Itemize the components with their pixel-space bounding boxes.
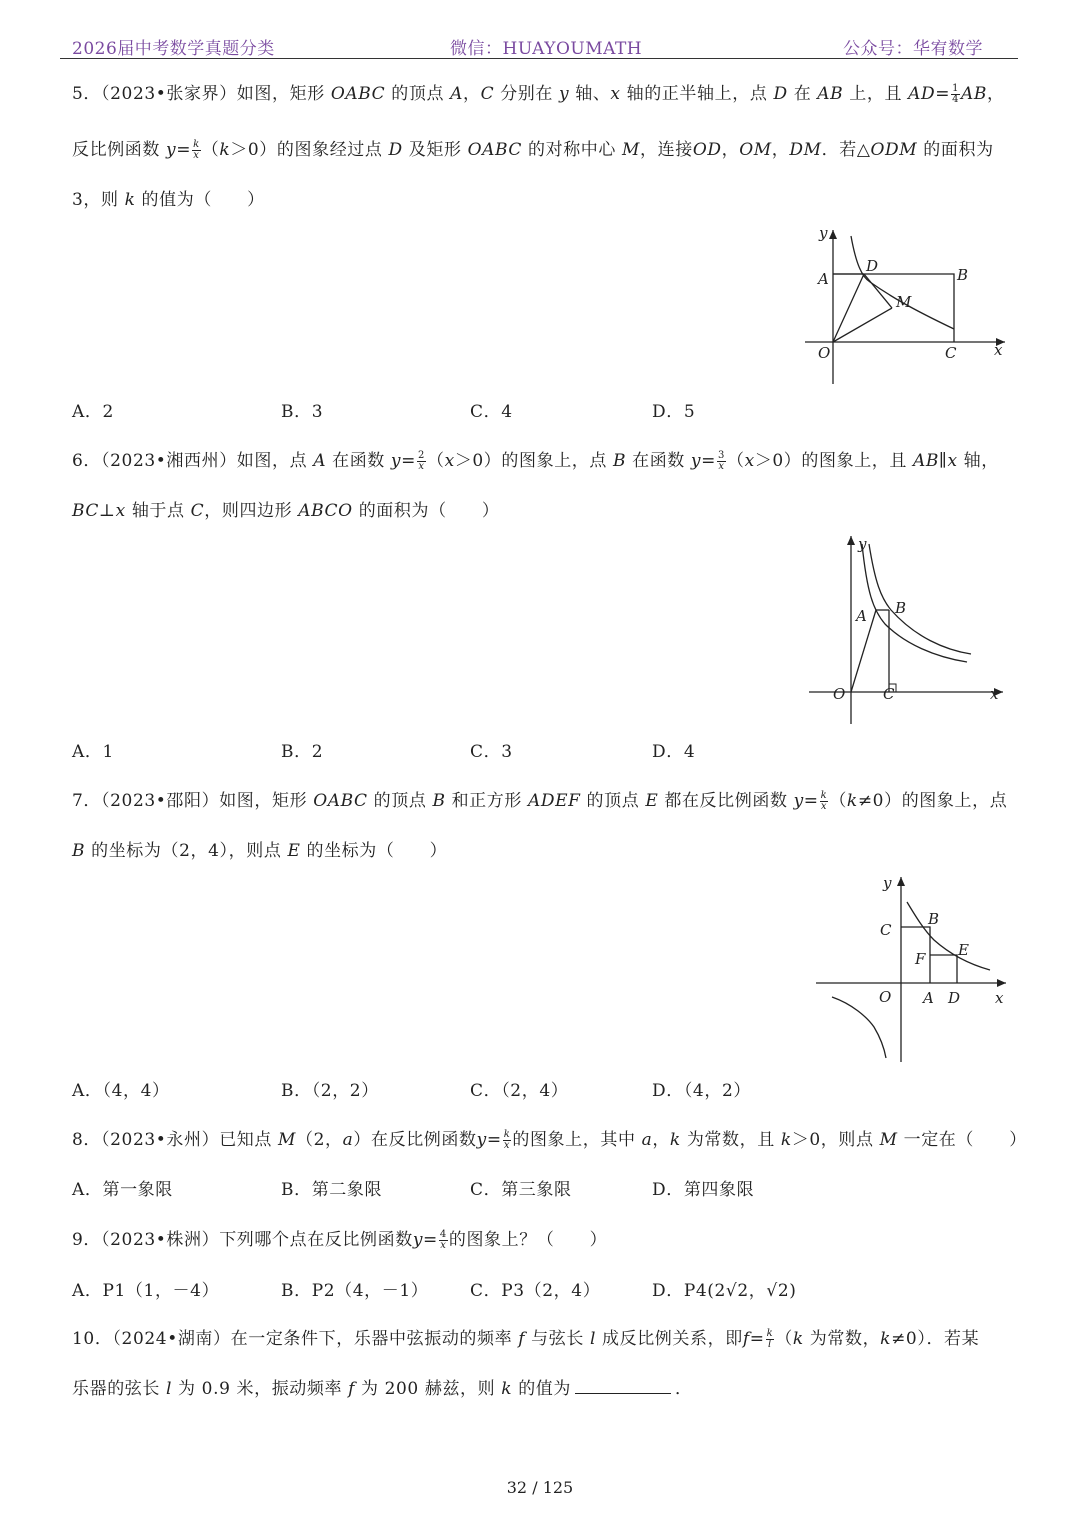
q5-option-b[interactable]: B．3 xyxy=(281,402,324,422)
q7-option-d[interactable]: D．（4，2） xyxy=(652,1081,751,1101)
q5-figure xyxy=(800,224,1015,389)
q6-line2: BC⊥x 轴于点 C，则四边形 ABCO 的面积为（ ） xyxy=(72,501,500,521)
fig5-label-a: A xyxy=(818,270,829,288)
fig5-label-y: y xyxy=(819,224,828,242)
q10-answer-blank[interactable] xyxy=(575,1377,671,1394)
q9-option-a[interactable]: A．P1（1，－4） xyxy=(72,1281,220,1301)
fig5-label-o: O xyxy=(818,344,831,362)
q7-figure xyxy=(812,872,1017,1067)
q6-line1: 6．（2023•湘西州）如图，点 A 在函数 y= $\frac{2}{x}$ （x＞0）的图象上，点 B 在函数 y= $\frac{3}{x}$ （x＞0）的图象上，且 AB∥x 轴， xyxy=(72,450,999,472)
q8-option-a[interactable]: A．第一象限 xyxy=(72,1180,173,1200)
fig5-label-x: x xyxy=(994,341,1003,359)
fig7-label-o: O xyxy=(879,988,892,1006)
fig7-label-d: D xyxy=(948,989,961,1007)
q6-option-d[interactable]: D．4 xyxy=(652,742,696,762)
q9-option-d[interactable]: D．P4(2√2，√2) xyxy=(652,1281,797,1301)
fig6-label-a: A xyxy=(856,607,867,625)
header-rule xyxy=(60,58,1018,59)
fig6-label-b: B xyxy=(895,599,907,617)
q5-option-a[interactable]: A．2 xyxy=(72,402,114,422)
fig7-label-y: y xyxy=(883,874,892,892)
q8-option-d[interactable]: D．第四象限 xyxy=(652,1180,755,1200)
fig7-label-e: E xyxy=(958,941,969,959)
fig7-label-x: x xyxy=(995,989,1004,1007)
q7-line1: 7．（2023•邵阳）如图，矩形 OABC 的顶点 B 和正方形 ADEF 的顶点 E 都在反比例函数 y= $\frac{k}{x}$ （k≠0）的图象上，点 xyxy=(72,790,1008,812)
q6-option-c[interactable]: C．3 xyxy=(470,742,513,762)
page-number: 32 / 125 xyxy=(506,1478,574,1497)
header-left: 2026届中考数学真题分类 xyxy=(72,39,275,59)
fig5-label-d: D xyxy=(866,257,879,275)
fig6-label-o: O xyxy=(833,685,846,703)
fig5-label-b: B xyxy=(957,266,969,284)
q8-line1: 8．（2023•永州）已知点 M（2，a）在反比例函数y= $\frac{k}{x}$ 的图象上，其中 a，k 为常数，且 k＞0，则点 M 一定在（ ） xyxy=(72,1129,1027,1151)
q7-line2: B 的坐标为（2，4），则点 E 的坐标为（ ） xyxy=(72,841,448,861)
fig7-label-b: B xyxy=(928,910,940,928)
fig7-label-f: F xyxy=(915,950,926,968)
q6-option-a[interactable]: A．1 xyxy=(72,742,114,762)
q8-option-c[interactable]: C．第三象限 xyxy=(470,1180,572,1200)
q5-option-c[interactable]: C．4 xyxy=(470,402,513,422)
fig5-label-m: M xyxy=(896,293,912,311)
fig5-label-c: C xyxy=(945,344,957,362)
fig7-label-a: A xyxy=(923,989,934,1007)
q6-option-b[interactable]: B．2 xyxy=(281,742,324,762)
header-right: 公众号：华宥数学 xyxy=(843,39,983,59)
q10-line1: 10．（2024•湖南）在一定条件下，乐器中弦振动的频率 f 与弦长 l 成反比例关系，即f= $\frac{k}{l}$ （k 为常数，k≠0）．若某 xyxy=(72,1328,980,1350)
fig6-label-c: C xyxy=(883,685,895,703)
fig6-label-y: y xyxy=(858,535,867,553)
q9-line1: 9．（2023•株洲）下列哪个点在反比例函数y= $\frac{4}{x}$ 的图象上？（ ） xyxy=(72,1229,608,1251)
q9-option-c[interactable]: C．P3（2，4） xyxy=(470,1281,601,1301)
q5-line3: 3，则 k 的值为（ ） xyxy=(72,190,265,210)
q6-figure xyxy=(805,532,1015,727)
q5-line2: 反比例函数 y= $\frac{k}{x}$ （k＞0）的图象经过点 D 及矩形 OABC 的对称中心 M，连接OD，OM，DM．若△ODM 的面积为 xyxy=(72,139,994,161)
q5-option-d[interactable]: D．5 xyxy=(652,402,696,422)
fig6-label-x: x xyxy=(990,685,999,703)
fig7-label-c: C xyxy=(880,921,892,939)
q9-option-b[interactable]: B．P2（4，－1） xyxy=(281,1281,429,1301)
q5-line1: 5．（2023•张家界）如图，矩形 OABC 的顶点 A，C 分别在 y 轴、x 轴的正半轴上，点 D 在 AB 上，且 AD= $\frac{1}{4}$ AB， xyxy=(72,83,1005,105)
q7-option-a[interactable]: A．（4，4） xyxy=(72,1081,170,1101)
header-center: 微信：HUAYOUMATH xyxy=(450,39,643,59)
q7-option-c[interactable]: C．（2，4） xyxy=(470,1081,569,1101)
q7-option-b[interactable]: B．（2，2） xyxy=(281,1081,379,1101)
q10-line2: 乐器的弦长 l 为 0.9 米，振动频率 f 为 200 赫兹，则 k 的值为 ． xyxy=(72,1379,693,1399)
q8-option-b[interactable]: B．第二象限 xyxy=(281,1180,383,1200)
